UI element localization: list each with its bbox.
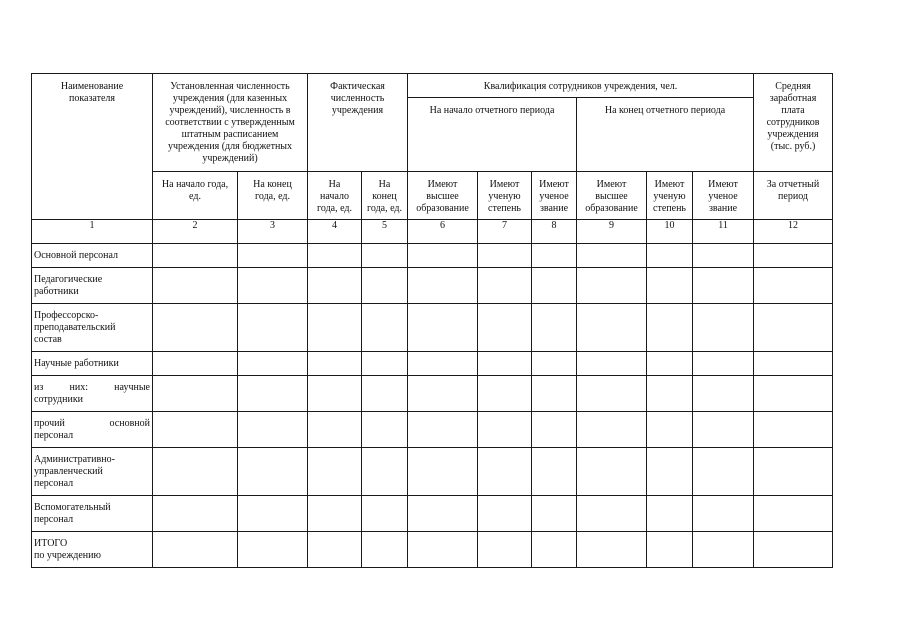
table-cell xyxy=(754,532,833,568)
table-cell xyxy=(647,412,693,448)
table-cell xyxy=(408,352,478,376)
header-row-3 xyxy=(32,172,833,220)
table-cell xyxy=(647,448,693,496)
row-label: Основной персонал xyxy=(32,244,153,268)
row-label-line: персонал xyxy=(34,430,74,441)
header-act-end: На конец года, ед. xyxy=(362,172,408,220)
table-cell xyxy=(754,376,833,412)
table-row xyxy=(32,448,833,496)
table-cell xyxy=(577,244,647,268)
header-indicator-name: Наименование показателя xyxy=(32,74,153,220)
header-end-degree: Имеют ученую степень xyxy=(647,172,693,220)
row-label: Научные работники xyxy=(32,352,153,376)
table-cell xyxy=(532,352,577,376)
column-numbers-row xyxy=(32,220,833,244)
table-row xyxy=(32,268,833,304)
table-cell xyxy=(577,496,647,532)
header-end-title: Имеют ученое звание xyxy=(693,172,754,220)
table-cell xyxy=(532,244,577,268)
table-cell xyxy=(238,496,308,532)
table-cell xyxy=(408,496,478,532)
table-cell xyxy=(532,304,577,352)
table-cell xyxy=(577,304,647,352)
table-cell xyxy=(238,376,308,412)
table-cell xyxy=(693,268,754,304)
column-number: 5 xyxy=(362,220,408,244)
table-row xyxy=(32,352,833,376)
table-cell xyxy=(478,412,532,448)
row-label: ИТОГО по учреждению xyxy=(32,532,153,568)
table-cell xyxy=(408,244,478,268)
table-cell xyxy=(577,352,647,376)
table-cell xyxy=(577,412,647,448)
table-row xyxy=(32,532,833,568)
table-cell xyxy=(478,352,532,376)
table-cell xyxy=(532,268,577,304)
table-cell xyxy=(153,376,238,412)
table-cell xyxy=(153,304,238,352)
table-cell xyxy=(754,448,833,496)
column-number: 4 xyxy=(308,220,362,244)
table-cell xyxy=(238,448,308,496)
column-number: 8 xyxy=(532,220,577,244)
header-avg-salary: Средняя заработная плата сотрудников учреждения (тыс. руб.) xyxy=(754,74,833,172)
table-cell xyxy=(308,412,362,448)
header-period-start: На начало отчетного периода xyxy=(408,98,577,172)
table-cell xyxy=(362,352,408,376)
table-cell xyxy=(153,244,238,268)
table-cell xyxy=(647,496,693,532)
table-cell xyxy=(693,448,754,496)
table-row xyxy=(32,376,833,412)
table-cell xyxy=(577,376,647,412)
table-row xyxy=(32,304,833,352)
table-cell xyxy=(362,244,408,268)
table-cell xyxy=(308,268,362,304)
table-cell xyxy=(754,352,833,376)
row-label: Педагогические работники xyxy=(32,268,153,304)
table-cell xyxy=(478,244,532,268)
table-cell xyxy=(362,532,408,568)
table-cell xyxy=(153,448,238,496)
table-cell xyxy=(478,448,532,496)
table-cell xyxy=(532,412,577,448)
table-cell xyxy=(308,448,362,496)
table-cell xyxy=(308,304,362,352)
table-cell xyxy=(647,532,693,568)
table-cell xyxy=(693,532,754,568)
table-cell xyxy=(532,496,577,532)
table-cell xyxy=(693,352,754,376)
table-cell xyxy=(408,448,478,496)
header-period-end: На конец отчетного периода xyxy=(577,98,754,172)
header-qualification: Квалификация сотрудников учреждения, чел. xyxy=(408,74,754,98)
table-cell xyxy=(362,412,408,448)
table-cell xyxy=(238,244,308,268)
header-est-end: На конец года, ед. xyxy=(238,172,308,220)
column-number: 11 xyxy=(693,220,754,244)
header-end-higher-edu: Имеют высшее образование xyxy=(577,172,647,220)
table-cell xyxy=(577,532,647,568)
column-number: 2 xyxy=(153,220,238,244)
row-label-line: из них: научные xyxy=(34,382,150,393)
header-start-higher-edu: Имеют высшее образование xyxy=(408,172,478,220)
table-cell xyxy=(408,268,478,304)
table-cell xyxy=(647,376,693,412)
table-cell xyxy=(153,352,238,376)
row-label-line: прочий основной xyxy=(34,418,150,429)
table-cell xyxy=(478,304,532,352)
table-cell xyxy=(408,376,478,412)
table-cell xyxy=(362,376,408,412)
table-cell xyxy=(478,268,532,304)
table-cell xyxy=(478,496,532,532)
table-cell xyxy=(693,376,754,412)
header-actual-staff: Фактическая численность учреждения xyxy=(308,74,408,172)
column-number: 10 xyxy=(647,220,693,244)
table-cell xyxy=(532,448,577,496)
table-row xyxy=(32,496,833,532)
column-number: 3 xyxy=(238,220,308,244)
table-cell xyxy=(754,244,833,268)
row-label: Вспомогательный персонал xyxy=(32,496,153,532)
table-row xyxy=(32,244,833,268)
table-cell xyxy=(754,496,833,532)
table-cell xyxy=(238,532,308,568)
table-cell xyxy=(362,448,408,496)
table-cell xyxy=(647,244,693,268)
table-cell xyxy=(153,412,238,448)
table-cell xyxy=(238,268,308,304)
table-cell xyxy=(693,496,754,532)
table-cell xyxy=(362,496,408,532)
table-cell xyxy=(408,412,478,448)
header-start-title: Имеют ученое звание xyxy=(532,172,577,220)
table-cell xyxy=(362,304,408,352)
column-number: 6 xyxy=(408,220,478,244)
column-number: 12 xyxy=(754,220,833,244)
table-cell xyxy=(754,268,833,304)
table-cell xyxy=(362,268,408,304)
table-row xyxy=(32,412,833,448)
table-cell xyxy=(308,352,362,376)
table-cell xyxy=(238,352,308,376)
table-cell xyxy=(478,532,532,568)
table-cell xyxy=(308,376,362,412)
table-cell xyxy=(754,304,833,352)
table-body xyxy=(32,244,833,568)
column-number: 7 xyxy=(478,220,532,244)
table-cell xyxy=(308,496,362,532)
header-est-start: На начало года, ед. xyxy=(153,172,238,220)
staff-qualification-table xyxy=(31,73,833,568)
table-cell xyxy=(153,268,238,304)
table-cell xyxy=(308,532,362,568)
table-cell xyxy=(647,352,693,376)
table-cell xyxy=(693,244,754,268)
table-cell xyxy=(693,412,754,448)
row-label xyxy=(32,412,153,448)
header-act-start: На начало года, ед. xyxy=(308,172,362,220)
column-number: 9 xyxy=(577,220,647,244)
table-cell xyxy=(153,496,238,532)
table-cell xyxy=(693,304,754,352)
table-cell xyxy=(153,532,238,568)
row-label xyxy=(32,376,153,412)
table-cell xyxy=(408,532,478,568)
row-label: Административно- управленческий персонал xyxy=(32,448,153,496)
table-cell xyxy=(238,304,308,352)
column-number: 1 xyxy=(32,220,153,244)
header-row-1 xyxy=(32,74,833,98)
row-label-line: сотрудники xyxy=(34,394,84,405)
table-cell xyxy=(478,376,532,412)
table-cell xyxy=(754,412,833,448)
table-cell xyxy=(577,268,647,304)
table-cell xyxy=(577,448,647,496)
header-start-degree: Имеют ученую степень xyxy=(478,172,532,220)
row-label: Профессорско- преподавательский состав xyxy=(32,304,153,352)
header-established-staff: Установленная численность учреждения (для казенных учреждений), численность в соответствии с утвержденным штатным расписанием учреждения (для бюджетных учреждений) xyxy=(153,74,308,172)
table-cell xyxy=(408,304,478,352)
table-cell xyxy=(308,244,362,268)
table-cell xyxy=(647,268,693,304)
table-cell xyxy=(532,376,577,412)
header-for-period: За отчетный период xyxy=(754,172,833,220)
table-cell xyxy=(647,304,693,352)
table-cell xyxy=(532,532,577,568)
table-cell xyxy=(238,412,308,448)
